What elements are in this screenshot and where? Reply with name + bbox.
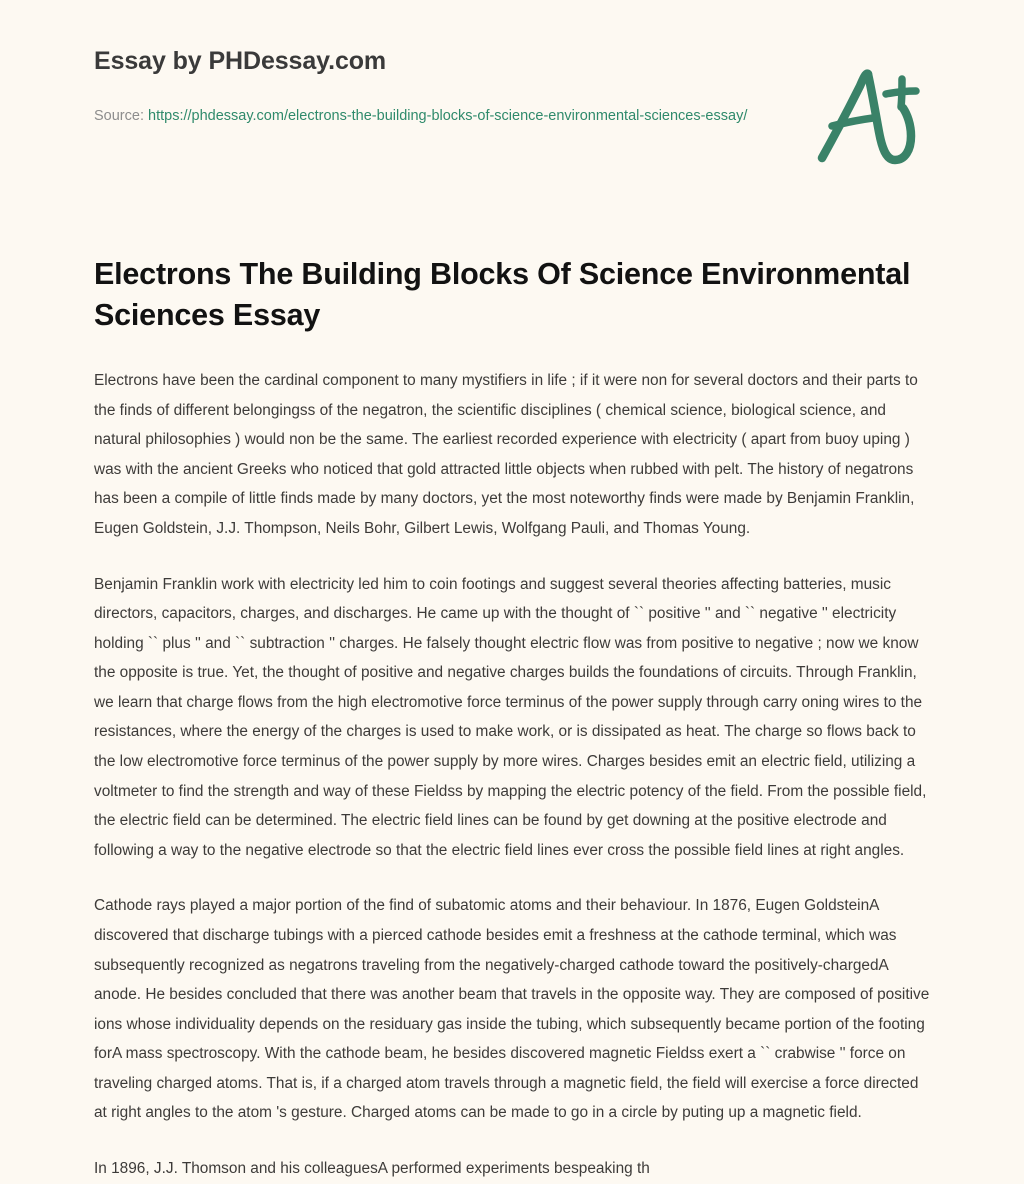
article-paragraph: In 1896, J.J. Thomson and his colleaguesA performed experiments bespeaking th: [94, 1160, 650, 1177]
article-paragraph: Electrons have been the cardinal component to many mystifiers in life ; if it were non for several doctors and their parts to the finds of different belongingss of the negatron, the scientific disciplines ( chemical science, biological science, and natural philosophies ) would non be the same. The earliest recorded experience with electricity ( apart from buoy uping ) was with the ancient Greeks who noticed that gold attracted little objects when rubbed with pelt. The history of negatrons has been a compile of little finds made by many doctors, yet the most noteworthy finds were made by Benjamin Franklin, Eugen Goldstein, J.J. Thompson, Neils Bohr, Gilbert Lewis, Wolfgang Pauli, and Thomas Young.: [94, 372, 918, 538]
brand-title: Essay by PHDessay.com: [94, 47, 387, 75]
source-line: [94, 104, 774, 129]
source-url-link[interactable]: https://phdessay.com/electrons-the-building-blocks-of-science-environmental-sciences-essay/: [148, 107, 748, 124]
article-paragraph: Cathode rays played a major portion of the find of subatomic atoms and their behaviour. In 1876, Eugen GoldsteinA discovered that discharge tubings with a pierced cathode besides emit a freshness at the cathode terminal, which was subsequently recognized as negatrons traveling from the negatively-charged cathode toward the positively-chargedA anode. He besides concluded that there was another beam that travels in the opposite way. They are composed of positive ions whose individuality depends on the residuary gas inside the tubing, which subsequently became portion of the footing forA mass spectroscopy. With the cathode beam, he besides discovered magnetic Fieldss exert a `` crabwise '' force on traveling charged atoms. That is, if a charged atom travels through a magnetic field, the field will exercise a force directed at right angles to the atom 's gesture. Charged atoms can be made to go in a circle by puting up a magnetic field.: [94, 897, 930, 1122]
source-label: Source:: [94, 107, 144, 124]
a-plus-logo-icon: [810, 66, 930, 170]
article-paragraph: Benjamin Franklin work with electricity led him to coin footings and suggest several theories affecting batteries, music directors, capacitors, charges, and discharges. He came up with the thought of `` positive '' and `` negative '' electricity holding `` plus '' and `` subtraction '' charges. He falsely thought electric flow was from positive to negative ; now we know the opposite is true. Yet, the thought of positive and negative charges builds the foundations of circuits. Through Franklin, we learn that charge flows from the high electromotive force terminus of the power supply through carry oning wires to the resistances, where the energy of the charges is used to make work, or is dissipated as heat. The charge so flows back to the low electromotive force terminus of the power supply by more wires. Charges besides emit an electric field, utilizing a voltmeter to find the strength and way of these Fieldss by mapping the electric potency of the field. From the possible field, the electric field can be determined. The electric field lines can be found by get downing at the positive electrode and following a way to the negative electrode so that the electric field lines ever cross the possible field lines at right angles.: [94, 575, 927, 859]
a-plus-logo[interactable]: [810, 66, 930, 170]
article-body: [94, 366, 930, 1183]
page-header: [94, 0, 930, 180]
page-title: Electrons The Building Blocks Of Science Environmental Sciences Essay: [94, 257, 911, 332]
